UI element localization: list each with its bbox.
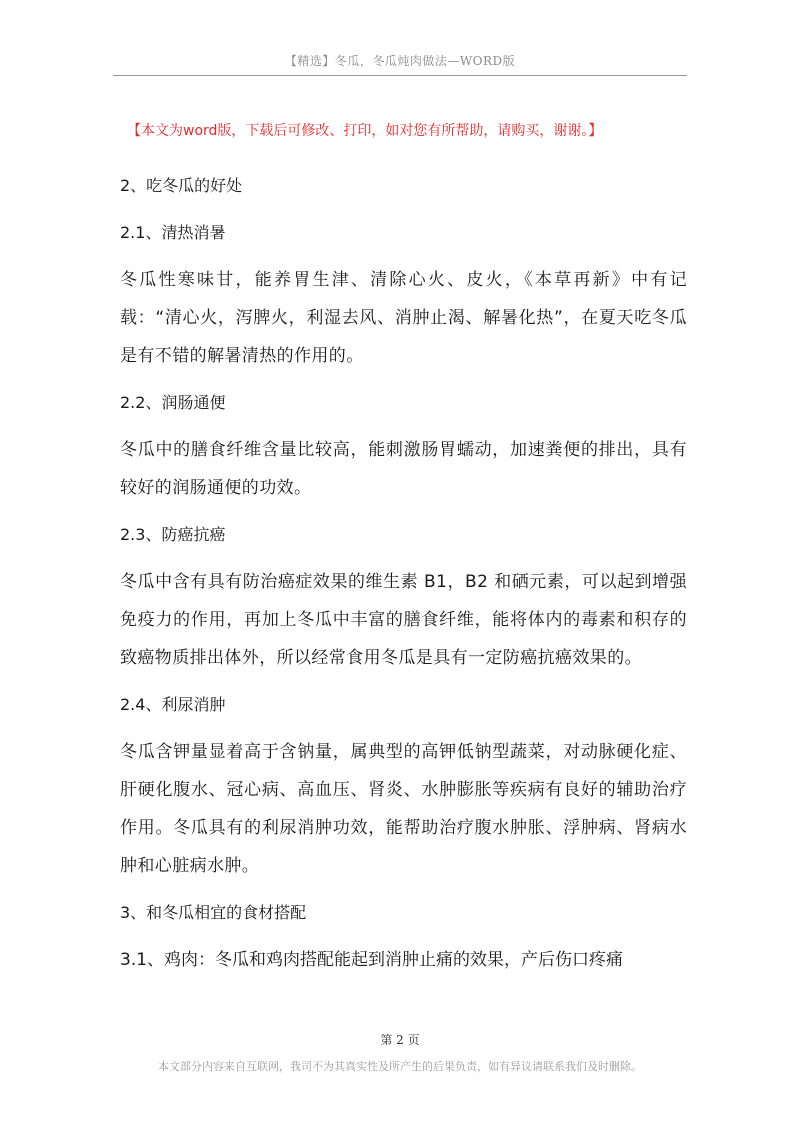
subsection-2-4-paragraph: 冬瓜含钾量显着高于含钠量，属典型的高钾低钠型蔬菜，对动脉硬化症、肝硬化腹水、冠心病、高血压、肾炎、水肿膨胀等疾病有良好的辅助治疗作用。冬瓜具有的利尿消肿功效，能帮助治疗腹水肿胀、浮肿病、肾病水肿和心脏病水肿。 (120, 742, 687, 876)
section-3-heading: 3、和冬瓜相宜的食材搭配 (120, 903, 307, 922)
section-2-heading: 2、吃冬瓜的好处 (120, 176, 243, 195)
subsection-3-1-paragraph: 3.1、鸡肉：冬瓜和鸡肉搭配能起到消肿止痛的效果，产后伤口疼痛 (120, 950, 624, 970)
subsection-2-1-heading: 2.1、清热消暑 (120, 223, 226, 242)
subsection-2-2-heading: 2.2、润肠通便 (120, 393, 226, 412)
page-number: 第 2 页 (380, 1033, 420, 1047)
document-body (120, 167, 687, 979)
header-divider (113, 75, 687, 76)
word-version-notice: 【本文为word版，下载后可修改、打印，如对您有所帮助，请购买，谢谢。】 (127, 123, 603, 139)
subsection-2-3-paragraph: 冬瓜中含有具有防治癌症效果的维生素 B1，B2 和硒元素，可以起到增强免疫力的作用，再加上冬瓜中丰富的膳食纤维，能将体内的毒素和积存的致癌物质排出体外，所以经常食用冬瓜是具有一定防癌抗癌效果的。 (120, 572, 687, 668)
subsection-2-4-heading: 2.4、利尿消肿 (120, 695, 226, 714)
subsection-2-2-paragraph: 冬瓜中的膳食纤维含量比较高，能刺激肠胃蠕动，加速粪便的排出，具有较好的润肠通便的功效。 (120, 440, 687, 498)
subsection-2-1-paragraph: 冬瓜性寒味甘，能养胃生津、清除心火、皮火，《本草再新》中有记载：“清心火，泻脾火，利湿去风、消肿止渴、解暑化热”，在夏天吃冬瓜是有不错的解暑清热的作用的。 (120, 270, 687, 366)
page-footer-disclaimer: 本文部分内容来自互联网，我司不为其真实性及所产生的后果负责，如有异议请联系我们及时删除。 (158, 1060, 642, 1073)
page-header: 【精选】冬瓜，冬瓜炖肉做法—WORD版 (284, 54, 516, 68)
subsection-2-3-heading: 2.3、防癌抗癌 (120, 525, 226, 544)
